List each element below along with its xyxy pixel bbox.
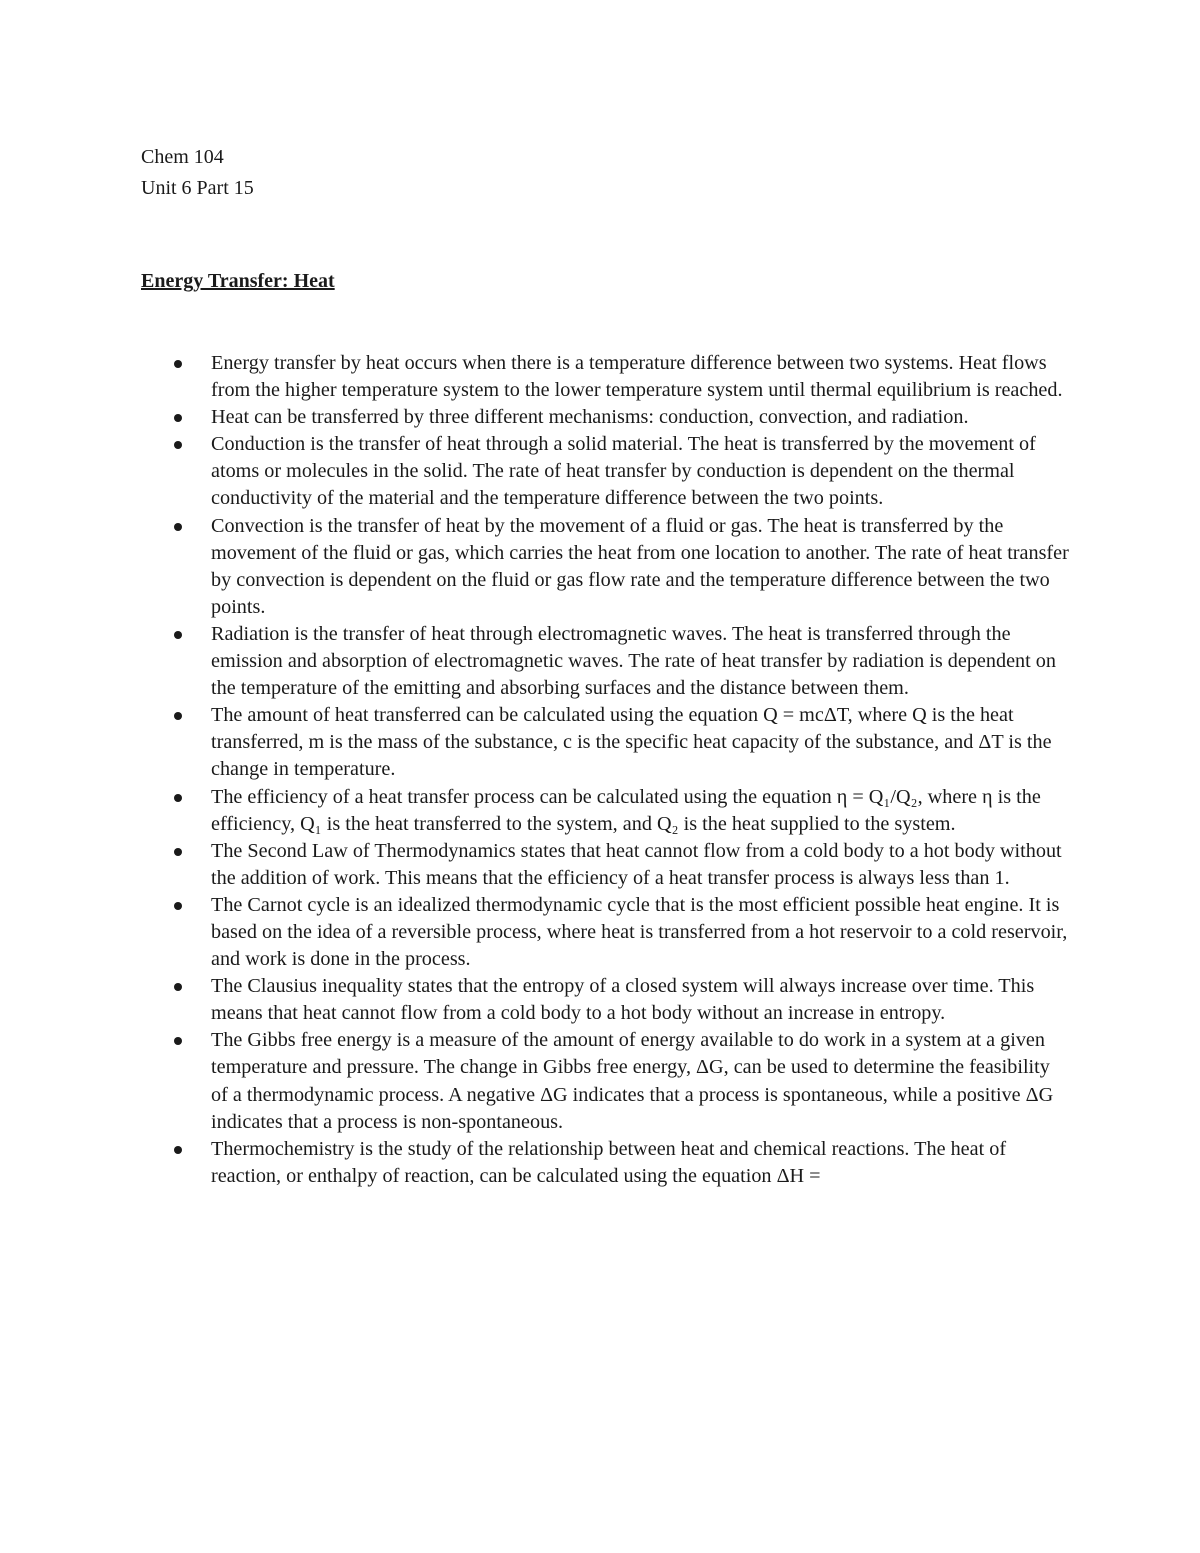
bullet-icon (174, 523, 182, 531)
bullet-icon (174, 414, 182, 422)
list-item-text: The efficiency of a heat transfer process can be calculated using the equation η = Q₁/Q₂, where η is the efficiency, Q₁ is the heat transferred to the system, and Q₂ is the heat supplied to the system. (211, 785, 1041, 835)
list-item-text: The Clausius inequality states that the entropy of a closed system will always increase over time. This means that heat cannot flow from a cold body to a hot body without an increase in entropy. (211, 975, 1035, 1025)
list-item (211, 513, 1071, 621)
list-item (211, 702, 1071, 783)
list-item (211, 621, 1071, 702)
list-item (211, 404, 1071, 431)
list-item (211, 1136, 1071, 1190)
bullet-icon (174, 441, 182, 449)
list-item-text: Radiation is the transfer of heat through electromagnetic waves. The heat is transferred through the emission and absorption of electromagnetic waves. The rate of heat transfer by radiation is dependent on the temperature of the emitting and absorbing surfaces and the distance between them. (211, 622, 1056, 700)
list-item (211, 1027, 1071, 1135)
bullet-icon (174, 360, 182, 368)
course-name: Chem 104 (141, 146, 224, 168)
list-item-text: Thermochemistry is the study of the relationship between heat and chemical reactions. The heat of reaction, or enthalpy of reaction, can be calculated using the equation ΔH = (211, 1137, 1007, 1187)
bullet-icon (174, 794, 182, 802)
list-item (211, 350, 1071, 404)
bullet-icon (174, 712, 182, 720)
bullet-list (211, 350, 1071, 1190)
list-item-text: The Carnot cycle is an idealized thermodynamic cycle that is the most efficient possible heat engine. It is based on the idea of a reversible process, where heat is transferred from a hot reservoir to a cold reservoir, and work is done in the process. (211, 893, 1068, 971)
section-title: Energy Transfer: Heat (141, 270, 335, 292)
list-item (211, 431, 1071, 512)
list-item (211, 892, 1071, 973)
list-item (211, 838, 1071, 892)
bullet-icon (174, 848, 182, 856)
list-item-text: Energy transfer by heat occurs when there is a temperature difference between two systems. Heat flows from the higher temperature system to the lower temperature system until thermal equilibrium is reached. (211, 352, 1063, 402)
list-item (211, 784, 1071, 838)
list-item-text: The Second Law of Thermodynamics states that heat cannot flow from a cold body to a hot body without the addition of work. This means that the efficiency of a heat transfer process is always less than 1. (211, 839, 1062, 889)
bullet-icon (174, 1037, 182, 1045)
bullet-icon (174, 902, 182, 910)
list-item-text: The amount of heat transferred can be calculated using the equation Q = mcΔT, where Q is the heat transferred, m is the mass of the substance, c is the specific heat capacity of the substance, and ΔT is the change in temperature. (211, 704, 1052, 781)
unit-label: Unit 6 Part 15 (141, 177, 254, 199)
list-item-text: Convection is the transfer of heat by the movement of a fluid or gas. The heat is transferred by the movement of the fluid or gas, which carries the heat from one location to another. The rate of heat transfer by convection is dependent on the fluid or gas flow rate and the temperature difference between the two points. (211, 514, 1069, 618)
bullet-icon (174, 1146, 182, 1154)
list-item-text: The Gibbs free energy is a measure of the amount of energy available to do work in a system at a given temperature and pressure. The change in Gibbs free energy, ΔG, can be used to determine the feasibility of a thermodynamic process. A negative ΔG indicates that a process is spontaneous, while a positive ΔG indicates that a process is non-spontaneous. (211, 1029, 1054, 1133)
list-item (211, 973, 1071, 1027)
list-item-text: Conduction is the transfer of heat through a solid material. The heat is transferred by the movement of atoms or molecules in the solid. The rate of heat transfer by conduction is dependent on the thermal conductivity of the material and the temperature difference between the two points. (211, 433, 1036, 510)
bullet-icon (174, 983, 182, 991)
bullet-icon (174, 631, 182, 639)
list-item-text: Heat can be transferred by three different mechanisms: conduction, convection, and radiation. (211, 406, 969, 429)
document-header (141, 142, 254, 204)
